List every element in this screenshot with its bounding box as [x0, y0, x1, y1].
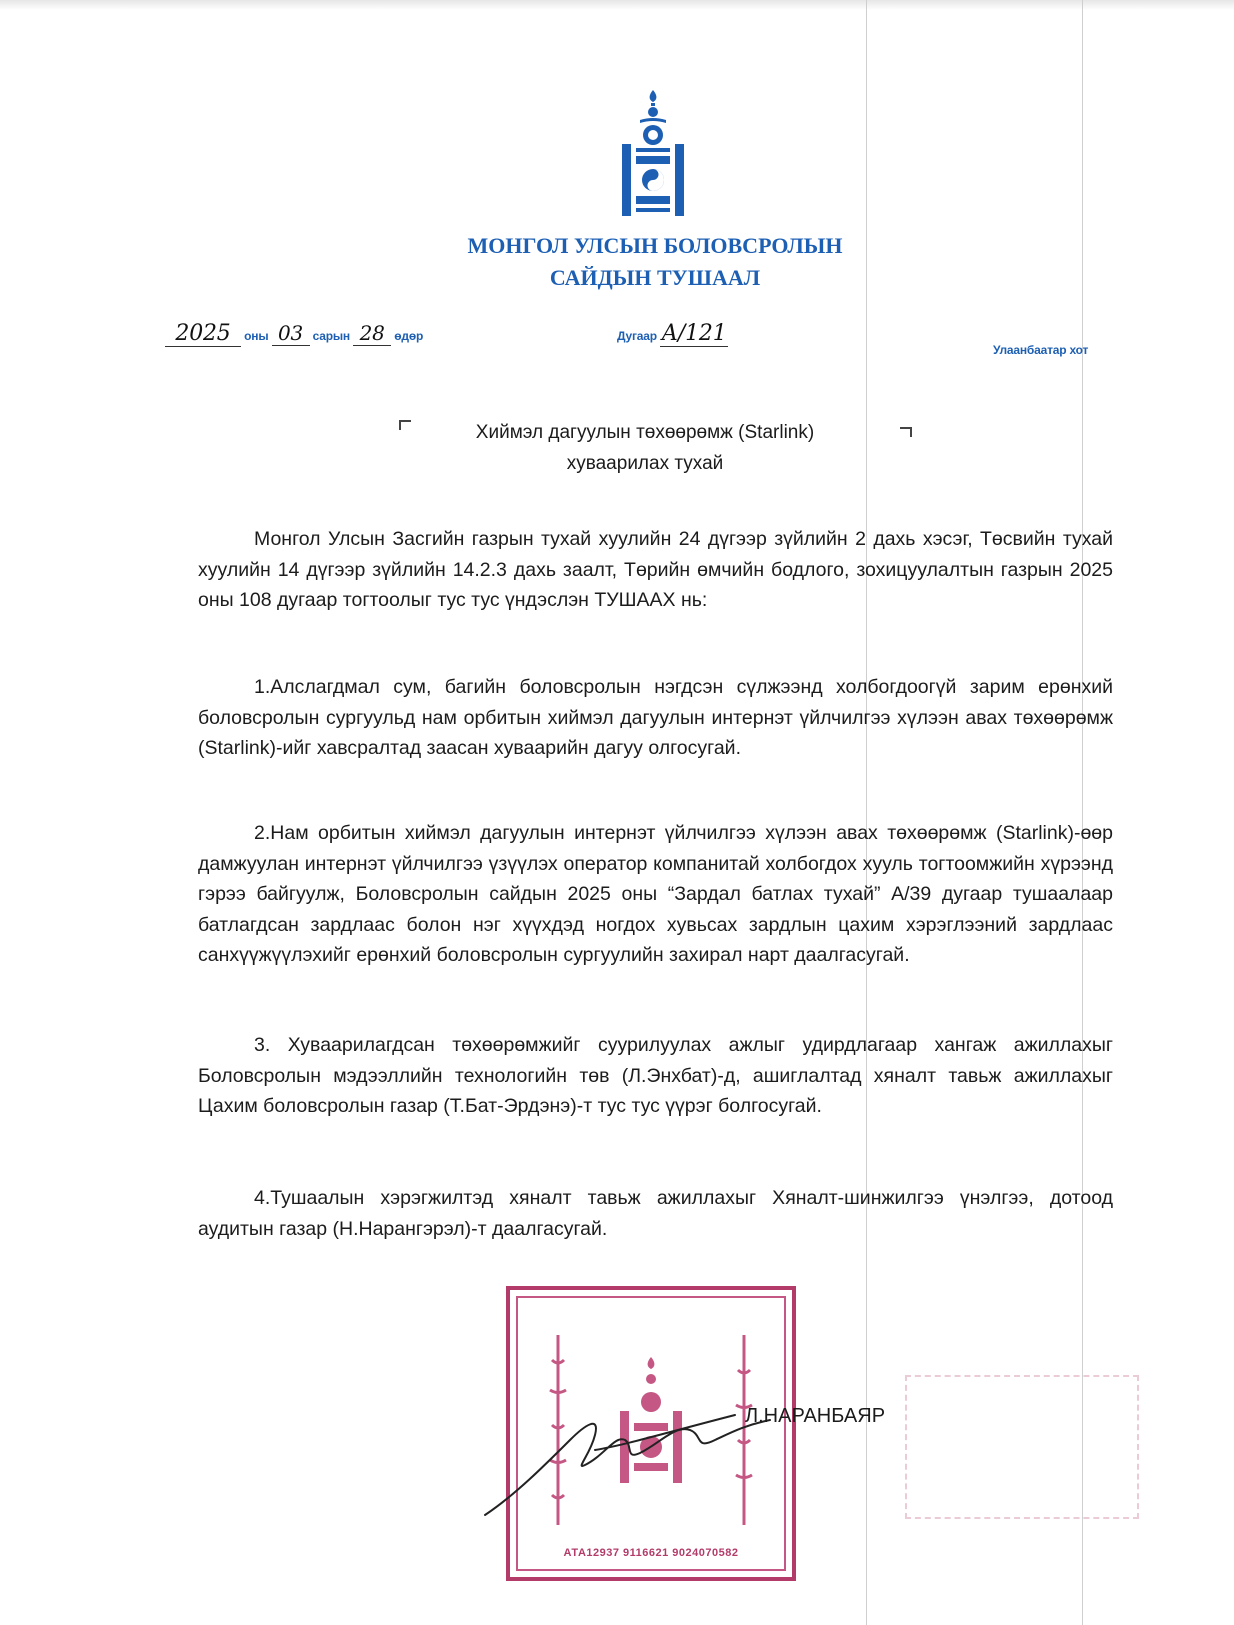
order-subject: [410, 417, 880, 479]
order-item-text: 1.Алслагдмал сум, багийн боловсролын нэгдсэн сүлжээнд холбогдоогүй зарим ерөнхий боловсролын сургуульд нам орбитын хиймэл дагуулын интернэт үйлчилгээ хүлээн авах төхөөрөмж (Starlink)-ийг хавсралтад заасан хуваарийн дагуу олгосугай.: [198, 676, 1113, 759]
title-line-1: МОНГОЛ УЛСЫН БОЛОВСРОЛЫН: [467, 233, 843, 258]
date-day-label: өдөр: [394, 329, 424, 343]
signer-name: Л.НАРАНБАЯР: [745, 1405, 886, 1427]
date-day: 28: [353, 321, 391, 346]
order-item-text: 3. Хуваарилагдсан төхөөрөмжийг суурилуулах ажлыг удирдлагаар хангаж ажиллахыг Боловсролын мэдээллийн технологийн төв (Л.Энхбат)-д, ашиглалтад хяналт тавьж ажиллахыг Цахим боловсролын газар (Т.Бат-Эрдэнэ)-т тус тус үүрэг болгосугай.: [198, 1034, 1113, 1117]
order-item-2: [198, 818, 1113, 971]
preamble: [198, 524, 1113, 616]
order-title: [400, 230, 910, 294]
scan-top-shade: [0, 0, 1234, 10]
order-number: [617, 321, 728, 347]
order-item-text: 4.Тушаалын хэрэгжилтэд хяналт тавьж ажиллахыг Хяналт-шинжилгээ үнэлгээ, дотоод аудитын газар (Н.Нарангэрэл)-т даалгасугай.: [198, 1187, 1113, 1240]
order-item-text: 2.Нам орбитын хиймэл дагуулын интернэт үйлчилгээ хүлээн авах төхөөрөмж (Starlink)-өөр дамжуулан интернэт үйлчилгээ үзүүлэх оператор компанитай холбогдох хууль тогтоомжийн хүрээнд гэрээ байгуулж, Боловсролын сайдын 2025 оны “Зардал батлах тухай” А/39 дугаар тушаалаар батлагдсан зардлаас болон нэг хүүхдэд ногдох хувьсах зардлын цахим хэрэглээний зардлаас санхүүжүүлэхийг ерөнхий боловсролын сургуулийн захирал нарт даалгасугай.: [198, 822, 1113, 966]
city: Улаанбаатар хот: [993, 343, 1089, 357]
date-line: [165, 321, 423, 347]
number-label: Дугаар: [617, 329, 657, 343]
title-line-2: САЙДЫН ТУШААЛ: [549, 265, 761, 290]
date-year-label: оны: [244, 329, 269, 343]
handwritten-signature: [475, 1395, 775, 1525]
number-value: А/121: [661, 321, 727, 346]
order-item-1: [198, 672, 1113, 764]
date-month: 03: [272, 321, 310, 346]
soyombo-emblem-icon: [622, 88, 684, 218]
date-month-label: сарын: [312, 329, 350, 343]
faint-stamp: [905, 1375, 1139, 1519]
order-item-4: [198, 1183, 1113, 1244]
subject-line-1: Хиймэл дагуулын төхөөрөмж (Starlink): [475, 422, 815, 443]
subject-line-2: хуваарилах тухай: [566, 453, 724, 474]
order-item-3: [198, 1030, 1113, 1122]
date-year: 2025: [165, 321, 241, 347]
subject-bracket-right: [900, 427, 912, 437]
seal-number: АТА12937 9116621 9024070582: [563, 1547, 739, 1559]
preamble-text: Монгол Улсын Засгийн газрын тухай хуулийн 24 дүгээр зүйлийн 2 дахь хэсэг, Төсвийн тухай хуулийн 14 дүгээр зүйлийн 14.2.3 дахь заалт, Төрийн өмчийн бодлого, зохицуулалтын газрын 2025 оны 108 дугаар тогтоолыг тус тус үндэслэн ТУШААХ нь:: [198, 528, 1113, 611]
